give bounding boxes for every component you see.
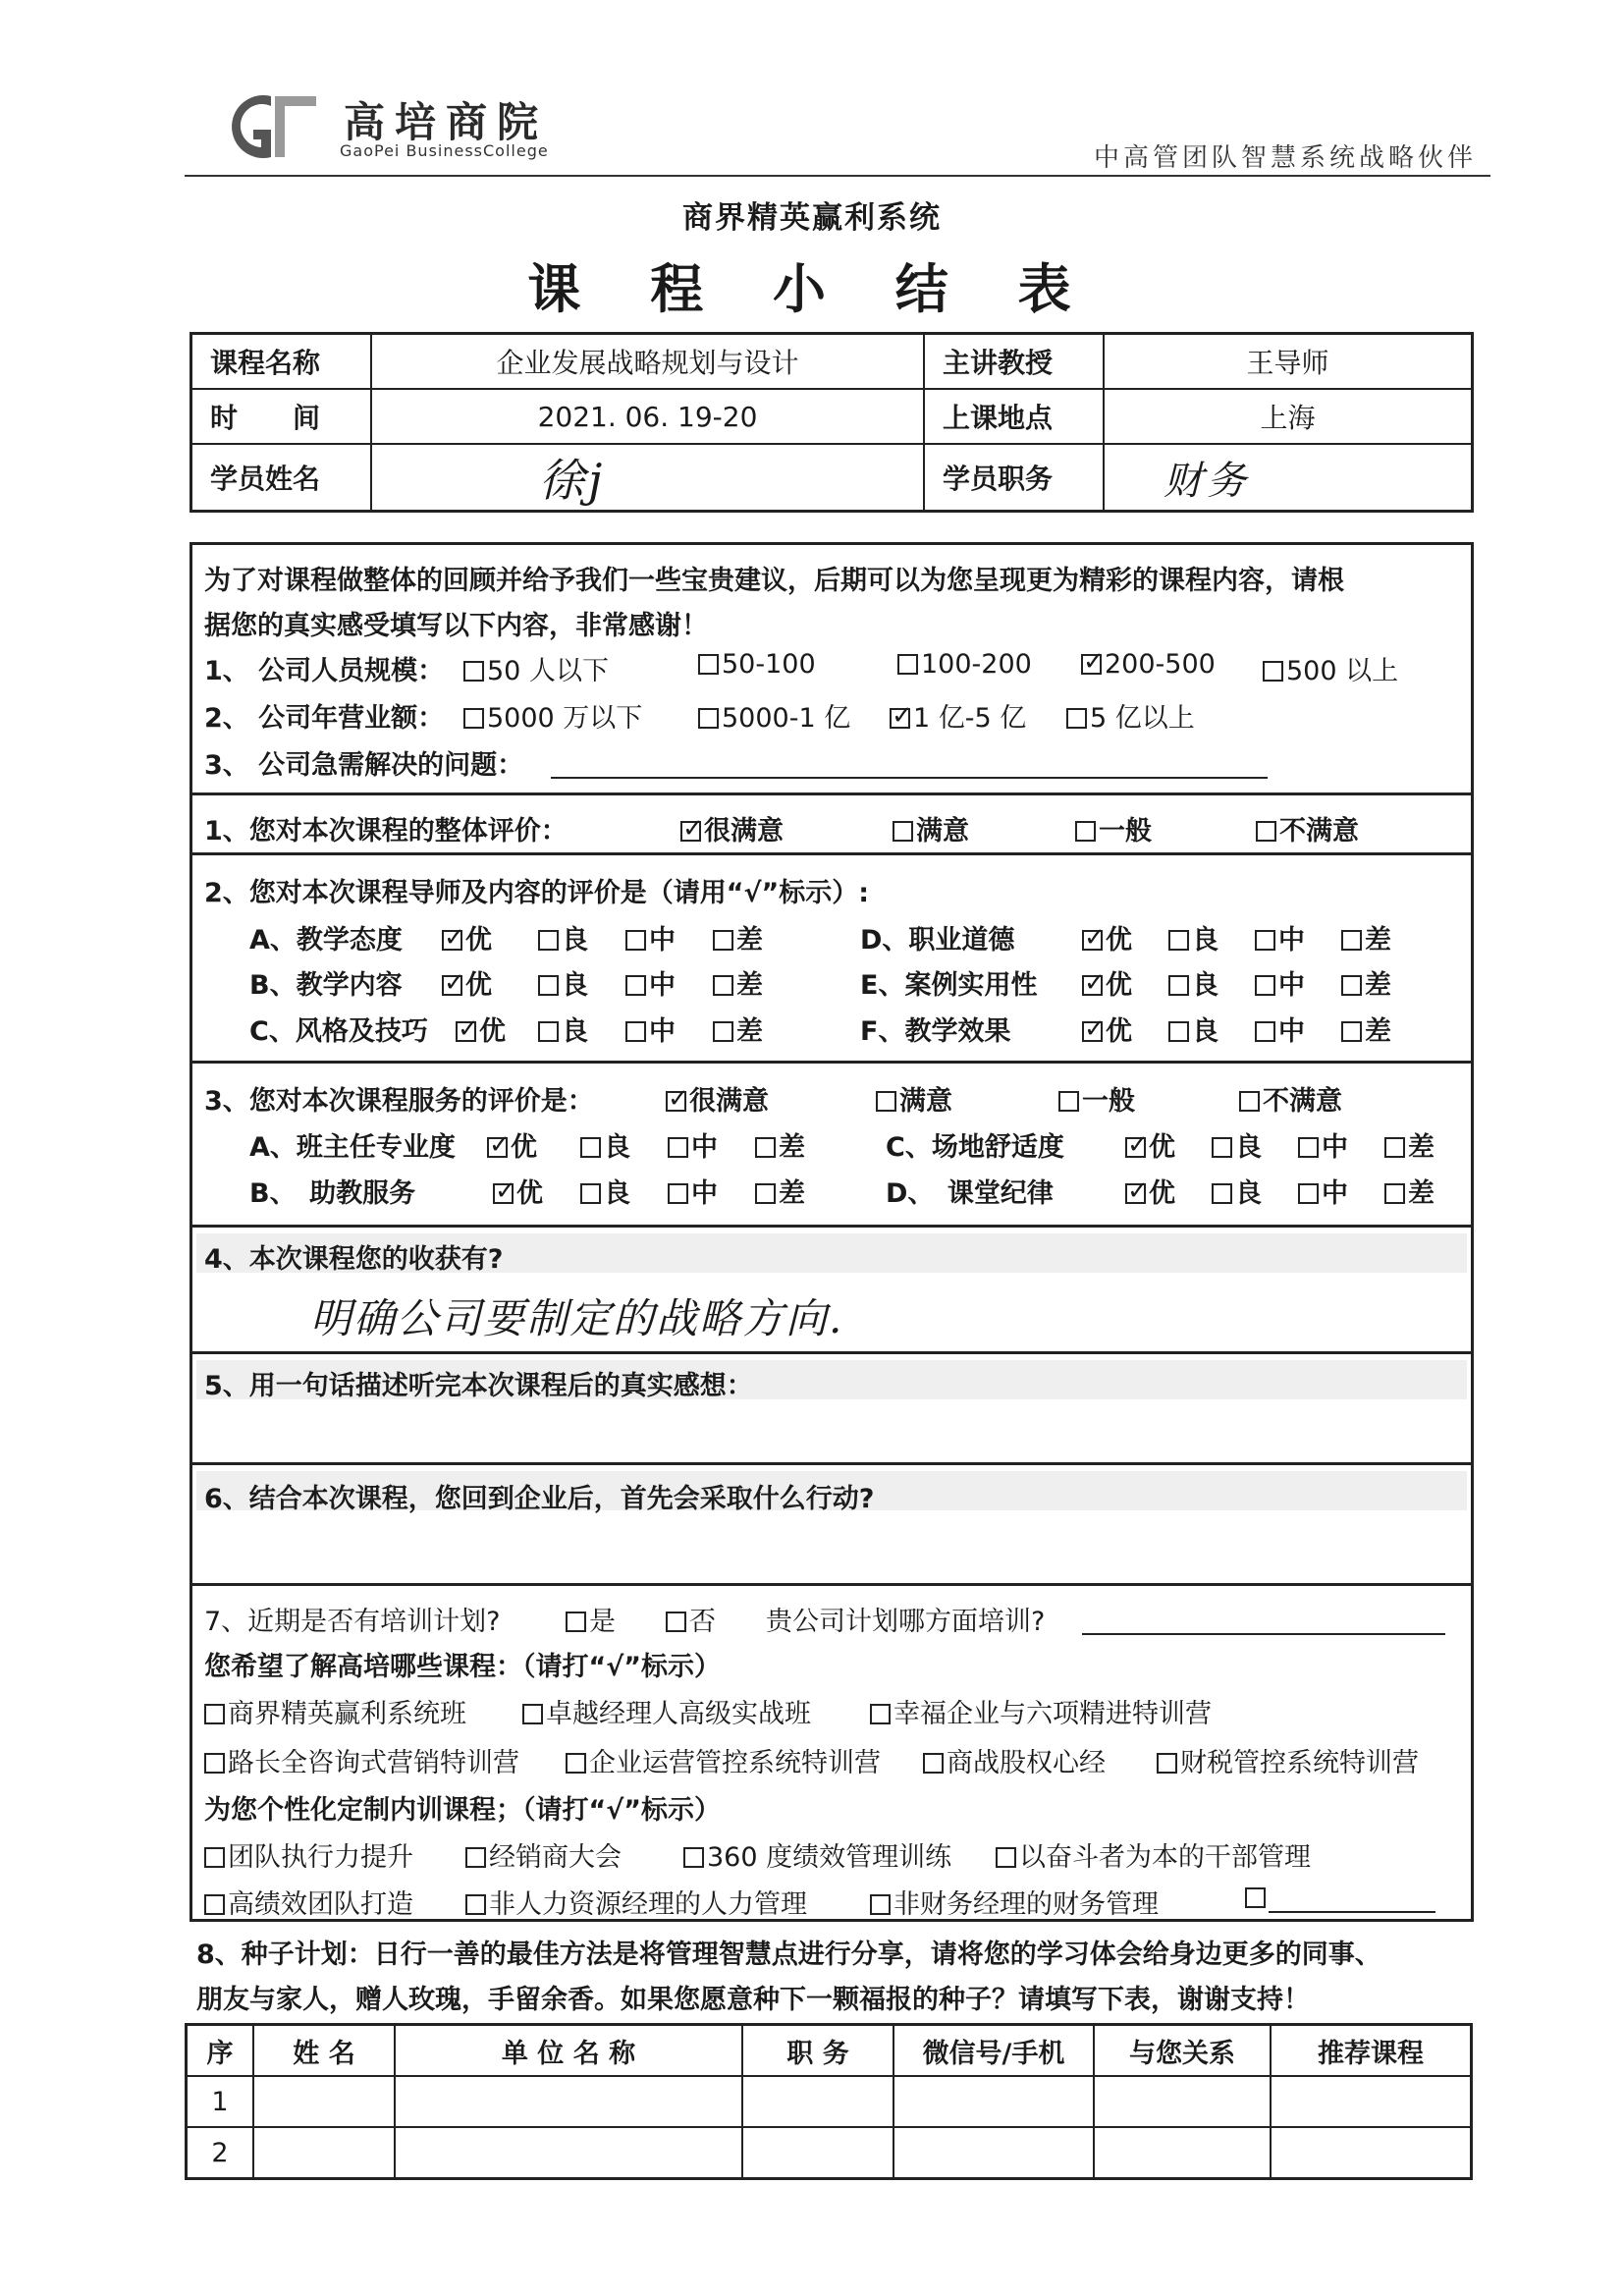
checkbox-icon[interactable] — [204, 1894, 225, 1915]
checkbox-icon[interactable] — [463, 708, 484, 729]
q1-option[interactable]: 500 以上 — [1263, 649, 1398, 687]
checkbox-icon[interactable] — [1255, 975, 1275, 996]
courses-label: 您希望了解高培哪些课程：（请打“√”标示） — [204, 1652, 721, 1682]
training-plan-section: 7、近期是否有培训计划? 是 否 贵公司计划哪方面培训? 您希望了解高培哪些课程：（请打“√”标示） 商界精英赢利系统班 卓越经理人高级实战班 幸福企业与六项精进特训营 路长全咨询式营销特训营 企业运营管控系统特训营 商战股权心经 财税管控系统特训营 为您个性化定制内训课程；（请打“√”标示） 团队执行力提升 经销商大会 360 度绩效管理训练 以奋斗者为本的干部管理 高绩效团队打造 非人力资源经理的人力管理 非财务经理的财务管理 — [189, 1583, 1474, 1922]
seed-header-cell: 职 务 — [742, 2025, 893, 2077]
checkbox-icon[interactable] — [580, 1137, 601, 1158]
checkbox-icon[interactable] — [668, 1137, 688, 1158]
course-name-value[interactable]: 企业发展战略规划与设计 — [371, 334, 924, 390]
company-info-section — [189, 542, 1474, 795]
checkbox-checked-icon[interactable] — [487, 1137, 508, 1158]
q3-answer-line[interactable] — [551, 777, 1268, 779]
checkbox-icon[interactable] — [538, 1021, 559, 1042]
checkbox-checked-icon[interactable] — [442, 930, 462, 951]
teacher-label: 主讲教授 — [924, 334, 1104, 390]
gaopei-logo-icon — [214, 90, 324, 163]
checkbox-icon[interactable] — [698, 654, 719, 675]
q2-option[interactable]: 5000 万以下 — [463, 696, 642, 735]
checkbox-icon[interactable] — [870, 1894, 891, 1915]
logo-chinese-name: 高培商院 — [344, 98, 549, 146]
checkbox-icon[interactable] — [870, 1704, 891, 1724]
checkbox-icon[interactable] — [465, 1847, 486, 1868]
checkbox-checked-icon[interactable] — [1082, 1021, 1103, 1042]
checkbox-icon[interactable] — [1168, 975, 1189, 996]
course-option[interactable]: 卓越经理人高级实战班 — [522, 1692, 811, 1730]
s1-option[interactable]: ✓ 很满意 — [680, 809, 784, 847]
checkbox-icon[interactable] — [1058, 1091, 1079, 1112]
q1-option[interactable]: 50 人以下 — [463, 649, 609, 687]
q2-option[interactable]: ✓ 1 亿-5 亿 — [890, 696, 1026, 735]
s2-item-label: E、案例实用性 — [860, 970, 1038, 1001]
course-option[interactable]: 财税管控系统特训营 — [1157, 1741, 1419, 1779]
checkbox-icon[interactable] — [1298, 1137, 1319, 1158]
s2-item-label: D、职业道德 — [860, 925, 1015, 956]
checkbox-icon[interactable] — [625, 1021, 646, 1042]
seed-header-cell: 姓 名 — [253, 2025, 395, 2077]
overall-evaluation-section — [189, 792, 1474, 855]
q1-option[interactable]: 100-200 — [897, 649, 1032, 680]
s2-item-label: C、风格及技巧 — [249, 1016, 428, 1047]
checkbox-icon[interactable] — [1255, 930, 1275, 951]
header-divider — [185, 175, 1490, 177]
time-value[interactable]: 2021. 06. 19-20 — [371, 389, 924, 444]
s2-item-label: F、教学效果 — [860, 1016, 1011, 1047]
place-label: 上课地点 — [924, 389, 1104, 444]
checkbox-checked-icon[interactable] — [493, 1183, 514, 1204]
intro-line-1: 为了对课程做整体的回顾并给予我们一些宝贵建议，后期可以为您呈现更为精彩的课程内容，请根 — [204, 566, 1344, 596]
s4-label: 4、本次课程您的收获有? — [204, 1244, 504, 1275]
checkbox-checked-icon[interactable] — [680, 821, 701, 842]
checkbox-icon[interactable] — [204, 1704, 225, 1724]
student-name-signature[interactable]: 徐j — [539, 454, 607, 507]
custom-course-option[interactable]: 360 度绩效管理训练 — [683, 1835, 951, 1874]
course-option[interactable]: 路长全咨询式营销特训营 — [204, 1741, 519, 1779]
custom-course-option[interactable]: 非人力资源经理的人力管理 — [465, 1883, 807, 1921]
checkbox-icon[interactable] — [1384, 1183, 1405, 1204]
place-value[interactable]: 上海 — [1104, 389, 1473, 444]
seed-header-cell: 推荐课程 — [1271, 2025, 1472, 2077]
checkbox-icon[interactable] — [1255, 1021, 1275, 1042]
checkbox-icon[interactable] — [625, 975, 646, 996]
course-option[interactable]: 商界精英赢利系统班 — [204, 1692, 466, 1730]
checkbox-icon[interactable] — [897, 654, 918, 675]
checkbox-icon[interactable] — [1168, 1021, 1189, 1042]
s1-label: 1、您对本次课程的整体评价： — [204, 816, 568, 847]
checkbox-icon[interactable] — [683, 1847, 704, 1868]
custom-course-option[interactable]: 团队执行力提升 — [204, 1835, 413, 1874]
student-name-label: 学员姓名 — [191, 444, 372, 512]
checkbox-checked-icon[interactable] — [1082, 930, 1103, 951]
checkbox-icon[interactable] — [566, 1612, 586, 1632]
checkbox-icon[interactable] — [1212, 1137, 1232, 1158]
s1-option[interactable]: 一般 — [1075, 809, 1152, 847]
checkbox-icon[interactable] — [204, 1753, 225, 1774]
harvest-section — [189, 1225, 1474, 1354]
checkbox-icon[interactable] — [755, 1137, 776, 1158]
q1-option[interactable]: ✓ 200-500 — [1081, 649, 1216, 680]
checkbox-checked-icon[interactable] — [1125, 1183, 1146, 1204]
course-option[interactable]: 商战股权心经 — [923, 1741, 1106, 1779]
s2-item-label: A、教学态度 — [249, 925, 403, 956]
checkbox-icon[interactable] — [755, 1183, 776, 1204]
course-name-label: 课程名称 — [191, 334, 372, 390]
header-slogan: 中高管团队智慧系统战略伙伴 — [1093, 143, 1477, 173]
checkbox-icon[interactable] — [465, 1894, 486, 1915]
checkbox-checked-icon[interactable] — [442, 975, 462, 996]
seed-header-cell: 与您关系 — [1094, 2025, 1271, 2077]
s3-label: 3、您对本次课程服务的评价是： — [204, 1086, 594, 1117]
s8-line-2: 朋友与家人，赠人玫瑰，手留余香。如果您愿意种下一颗福报的种子？请填写下表，谢谢支持！ — [196, 1985, 1310, 2015]
q1-option[interactable]: 50-100 — [698, 649, 816, 680]
q2-option[interactable]: 5 亿以上 — [1066, 696, 1195, 735]
s3-item-label: C、场地舒适度 — [886, 1132, 1064, 1163]
checkbox-checked-icon[interactable] — [1082, 975, 1103, 996]
course-info-table — [189, 332, 1474, 513]
checkbox-icon[interactable] — [1256, 821, 1276, 842]
checkbox-icon[interactable] — [1341, 975, 1362, 996]
checkbox-checked-icon[interactable] — [890, 708, 910, 729]
s2-item-label: B、教学内容 — [249, 970, 403, 1001]
q2-option[interactable]: 5000-1 亿 — [698, 696, 850, 735]
s6-label: 6、结合本次课程，您回到企业后，首先会采取什么行动? — [204, 1484, 875, 1514]
s3-item-label: B、 助教服务 — [249, 1178, 416, 1209]
checkbox-icon[interactable] — [580, 1183, 601, 1204]
checkbox-icon[interactable] — [1341, 930, 1362, 951]
checkbox-icon[interactable] — [713, 1021, 733, 1042]
intro-line-2: 据您的真实感受填写以下内容，非常感谢！ — [204, 611, 708, 641]
checkbox-checked-icon[interactable] — [456, 1021, 476, 1042]
checkbox-icon[interactable] — [1157, 1753, 1177, 1774]
course-option[interactable]: 幸福企业与六项精进特训营 — [870, 1692, 1212, 1730]
checkbox-icon[interactable] — [1212, 1183, 1232, 1204]
form-title: 课 程 小 结 表 — [527, 257, 1097, 320]
checkbox-icon[interactable] — [876, 1091, 896, 1112]
q3-label: 3、 公司急需解决的问题： — [204, 750, 524, 781]
student-position-label: 学员职务 — [924, 444, 1104, 512]
checkbox-icon[interactable] — [666, 1612, 686, 1632]
feelings-section — [189, 1351, 1474, 1465]
s1-option[interactable]: 满意 — [893, 809, 969, 847]
service-evaluation-section: 3、您对本次课程服务的评价是： ✓ 很满意 满意 一般 不满意 A、班主任专业度 B、 助教服务 C、场地舒适度 D、 课堂纪律 ✓优 良 中 差 ✓优 良 中 差 ✓优 良 中 差 ✓优 良 中 差 — [189, 1061, 1474, 1228]
custom-courses-label: 为您个性化定制内训课程；（请打“√”标示） — [204, 1795, 721, 1826]
table-row — [187, 2076, 1472, 2127]
checkbox-icon[interactable] — [538, 975, 559, 996]
checkbox-icon[interactable] — [893, 821, 913, 842]
checkbox-icon[interactable] — [1245, 1887, 1266, 1908]
checkbox-icon[interactable] — [625, 930, 646, 951]
checkbox-icon[interactable] — [463, 661, 484, 682]
checkbox-icon[interactable] — [698, 708, 719, 729]
s3-item-label: D、 课堂纪律 — [886, 1178, 1054, 1209]
checkbox-icon[interactable] — [1168, 930, 1189, 951]
seed-header-cell: 单 位 名 称 — [395, 2025, 742, 2077]
checkbox-icon[interactable] — [713, 930, 733, 951]
teacher-evaluation-section: 2、您对本次课程导师及内容的评价是（请用“√”标示）: A、教学态度 B、教学内容 C、风格及技巧 D、职业道德 E、案例实用性 F、教学效果 ✓优 良 中 差 ✓优 良 中 差 ✓优 良 中 差 ✓优 良 中 差 ✓优 良 中 差 ✓优 良 中 差 — [189, 852, 1474, 1064]
custom-course-other[interactable] — [1245, 1883, 1435, 1913]
checkbox-icon[interactable] — [1341, 1021, 1362, 1042]
student-position-signature[interactable]: 财务 — [1164, 458, 1250, 504]
action-section — [189, 1462, 1474, 1586]
q1-label: 1、 公司人员规模： — [204, 656, 445, 686]
course-option[interactable]: 企业运营管控系统特训营 — [566, 1741, 881, 1779]
checkbox-checked-icon[interactable] — [1081, 654, 1102, 675]
checkbox-icon[interactable] — [923, 1753, 944, 1774]
seed-header-cell: 序 — [187, 2025, 254, 2077]
seed-header-cell: 微信号/手机 — [893, 2025, 1094, 2077]
checkbox-icon[interactable] — [996, 1847, 1016, 1868]
s5-label: 5、用一句话描述听完本次课程后的真实感想： — [204, 1371, 753, 1401]
checkbox-icon[interactable] — [1298, 1183, 1319, 1204]
custom-course-option[interactable]: 高绩效团队打造 — [204, 1883, 413, 1921]
checkbox-icon[interactable] — [668, 1183, 688, 1204]
checkbox-icon[interactable] — [538, 930, 559, 951]
training-area-answer-line[interactable] — [1082, 1633, 1445, 1635]
checkbox-icon[interactable] — [1384, 1137, 1405, 1158]
q2-label: 2、 公司年营业额： — [204, 703, 445, 734]
checkbox-icon[interactable] — [1075, 821, 1096, 842]
checkbox-icon[interactable] — [1066, 708, 1087, 729]
checkbox-icon[interactable] — [713, 975, 733, 996]
checkbox-icon[interactable] — [1263, 661, 1283, 682]
checkbox-checked-icon[interactable] — [1125, 1137, 1146, 1158]
s4-handwritten-answer[interactable]: 明确公司要制定的战略方向. — [310, 1294, 844, 1342]
s7-question-2: 贵公司计划哪方面培训? — [766, 1607, 1046, 1637]
custom-course-option[interactable]: 以奋斗者为本的干部管理 — [996, 1835, 1311, 1874]
custom-course-option[interactable]: 非财务经理的财务管理 — [870, 1883, 1159, 1921]
checkbox-checked-icon[interactable] — [666, 1091, 686, 1112]
seed-row-number: 2 — [187, 2127, 254, 2179]
s8-line-1: 8、种子计划：日行一善的最佳方法是将管理智慧点进行分享，请将您的学习体会给身边更多的同事、 — [196, 1940, 1381, 1970]
s2-label: 2、您对本次课程导师及内容的评价是（请用“√”标示）: — [204, 878, 870, 908]
checkbox-icon[interactable] — [204, 1847, 225, 1868]
form-subtitle: 商界精英赢利系统 — [682, 200, 942, 236]
checkbox-icon[interactable] — [1239, 1091, 1260, 1112]
seed-plan-table — [185, 2023, 1473, 2180]
checkbox-icon[interactable] — [566, 1753, 586, 1774]
custom-course-option[interactable]: 经销商大会 — [465, 1835, 622, 1874]
teacher-value[interactable]: 王导师 — [1104, 334, 1473, 390]
logo-english-name: GaoPei BusinessCollege — [340, 141, 549, 160]
s1-option[interactable]: 不满意 — [1256, 809, 1359, 847]
s3-item-label: A、班主任专业度 — [249, 1132, 456, 1163]
checkbox-icon[interactable] — [522, 1704, 543, 1724]
table-row — [187, 2127, 1472, 2179]
s7-question: 7、近期是否有培训计划? — [204, 1607, 501, 1637]
time-label: 时 间 — [191, 389, 372, 444]
seed-row-number: 1 — [187, 2076, 254, 2127]
